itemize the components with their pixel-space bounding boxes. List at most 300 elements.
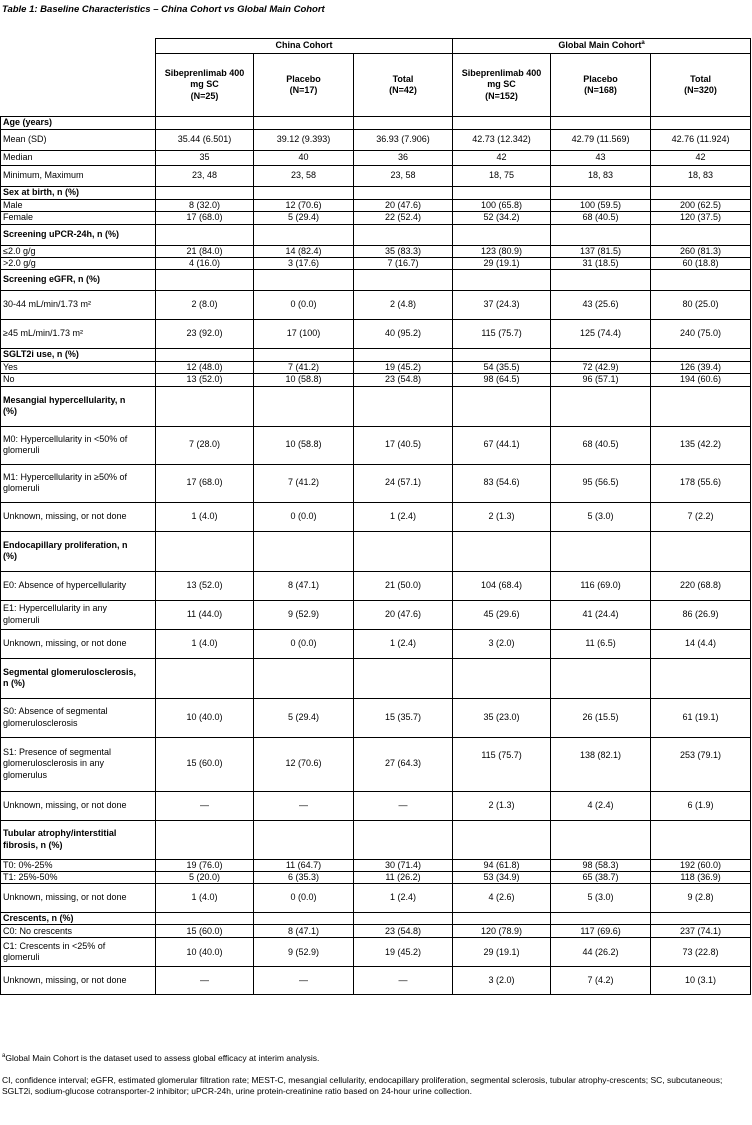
row-label — [1, 245, 156, 257]
value-cell — [156, 187, 254, 200]
row-label — [1, 859, 156, 871]
value-cell: 39.12 (9.393) — [254, 130, 354, 151]
value-cell — [551, 187, 651, 200]
value-cell — [254, 117, 354, 130]
section-label — [1, 224, 156, 245]
value-cell: 41 (24.4) — [551, 600, 651, 629]
column-header — [354, 54, 453, 117]
value-cell: 8 (47.1) — [254, 571, 354, 600]
table-row — [1, 130, 751, 151]
row-label — [1, 600, 156, 629]
value-cell: 0 (0.0) — [254, 884, 354, 913]
value-cell: 40 — [254, 151, 354, 166]
baseline-characteristics-table — [0, 38, 751, 995]
row-label — [1, 871, 156, 883]
section-label — [1, 117, 156, 130]
text-line: C0: No crescents — [3, 925, 73, 936]
value-cell — [551, 913, 651, 925]
text-line: Age (years) — [3, 117, 53, 128]
value-cell — [551, 386, 651, 426]
text-line: Unknown, missing, or not done — [3, 510, 127, 521]
table-row — [1, 791, 751, 820]
text-line: (N=25) — [190, 90, 219, 101]
table-row — [1, 374, 751, 386]
value-cell: 86 (26.9) — [651, 600, 751, 629]
value-cell: 42.79 (11.569) — [551, 130, 651, 151]
value-cell: 0 (0.0) — [254, 502, 354, 531]
value-cell: 52 (34.2) — [453, 212, 551, 224]
section-header-row — [1, 386, 751, 426]
value-cell: — — [354, 967, 453, 995]
row-label — [1, 737, 156, 791]
text-line: mg SC — [190, 79, 219, 90]
value-cell: 23, 48 — [156, 166, 254, 187]
value-cell — [551, 224, 651, 245]
value-cell: 37 (24.3) — [453, 291, 551, 320]
text-line: ≥45 mL/min/1.73 m² — [3, 328, 83, 339]
value-cell: 104 (68.4) — [453, 571, 551, 600]
column-header — [254, 54, 354, 117]
value-cell — [453, 531, 551, 571]
group-header-china-label: China Cohort — [275, 40, 333, 51]
value-cell: 31 (18.5) — [551, 257, 651, 269]
text-line: SGLT2i use, n (%) — [3, 349, 79, 360]
value-cell: 7 (41.2) — [254, 362, 354, 374]
text-line: E0: Absence of hypercellularity — [3, 579, 127, 590]
value-cell: 27 (64.3) — [354, 737, 453, 791]
value-cell: 24 (57.1) — [354, 464, 453, 502]
value-cell: 115 (75.7) — [453, 320, 551, 349]
value-cell: 17 (68.0) — [156, 212, 254, 224]
value-cell: 100 (59.5) — [551, 200, 651, 212]
value-cell — [453, 270, 551, 291]
value-cell: 5 (29.4) — [254, 698, 354, 737]
text-line: Mean (SD) — [3, 134, 47, 145]
value-cell — [453, 117, 551, 130]
value-cell — [354, 913, 453, 925]
value-cell — [156, 386, 254, 426]
text-line: glomerulosclerosis — [3, 717, 78, 728]
section-header-row — [1, 349, 751, 362]
value-cell: 9 (52.9) — [254, 938, 354, 967]
value-cell: 80 (25.0) — [651, 291, 751, 320]
section-header-row — [1, 270, 751, 291]
value-cell: 19 (45.2) — [354, 362, 453, 374]
value-cell: 4 (2.6) — [453, 884, 551, 913]
value-cell: 42.73 (12.342) — [453, 130, 551, 151]
value-cell: 19 (76.0) — [156, 859, 254, 871]
row-label — [1, 884, 156, 913]
value-cell: — — [156, 967, 254, 995]
value-cell — [156, 270, 254, 291]
section-label — [1, 386, 156, 426]
group-header-global-label: Global Main Cohort — [558, 40, 642, 51]
value-cell — [156, 658, 254, 698]
value-cell: 98 (64.5) — [453, 374, 551, 386]
value-cell: — — [254, 791, 354, 820]
value-cell: 0 (0.0) — [254, 291, 354, 320]
text-line: T0: 0%-25% — [3, 859, 53, 870]
section-header-row — [1, 187, 751, 200]
value-cell: 10 (40.0) — [156, 938, 254, 967]
value-cell: 18, 83 — [651, 166, 751, 187]
value-cell: 17 (40.5) — [354, 426, 453, 464]
table-row — [1, 212, 751, 224]
row-label — [1, 151, 156, 166]
value-cell: — — [156, 791, 254, 820]
row-label — [1, 925, 156, 938]
value-cell: 12 (70.6) — [254, 737, 354, 791]
value-cell: 253 (79.1) — [651, 737, 751, 791]
value-cell — [254, 386, 354, 426]
text-line: Total — [392, 73, 414, 84]
value-cell — [354, 349, 453, 362]
value-cell: 7 (4.2) — [551, 967, 651, 995]
value-cell: 10 (58.8) — [254, 374, 354, 386]
value-cell: 200 (62.5) — [651, 200, 751, 212]
table-row — [1, 151, 751, 166]
value-cell: 6 (1.9) — [651, 791, 751, 820]
text-line: (N=168) — [584, 85, 617, 95]
value-cell: 72 (42.9) — [551, 362, 651, 374]
text-line: Placebo — [583, 73, 618, 84]
table-row — [1, 871, 751, 883]
value-cell: 137 (81.5) — [551, 245, 651, 257]
value-cell: 12 (48.0) — [156, 362, 254, 374]
value-cell: 178 (55.6) — [651, 464, 751, 502]
row-label — [1, 362, 156, 374]
value-cell: 120 (37.5) — [651, 212, 751, 224]
value-cell: 2 (4.8) — [354, 291, 453, 320]
value-cell: 138 (82.1) — [551, 737, 651, 791]
group-header-global — [453, 39, 751, 54]
value-cell: 42.76 (11.924) — [651, 130, 751, 151]
text-line: 30-44 mL/min/1.73 m² — [3, 299, 92, 310]
value-cell: 2 (1.3) — [453, 502, 551, 531]
value-cell: 42 — [651, 151, 751, 166]
value-cell — [551, 658, 651, 698]
text-line: Unknown, missing, or not done — [3, 892, 127, 903]
value-cell — [254, 658, 354, 698]
value-cell: 61 (19.1) — [651, 698, 751, 737]
value-cell — [453, 658, 551, 698]
value-cell: 100 (65.8) — [453, 200, 551, 212]
column-header — [651, 54, 751, 117]
text-line: Sex at birth, n (%) — [3, 187, 80, 198]
value-cell: 237 (74.1) — [651, 925, 751, 938]
value-cell: 45 (29.6) — [453, 600, 551, 629]
section-label — [1, 658, 156, 698]
row-label — [1, 502, 156, 531]
text-line: S1: Presence of segmental — [3, 747, 112, 758]
value-cell: 4 (2.4) — [551, 791, 651, 820]
text-line: glomeruli — [3, 614, 40, 625]
text-line: >2.0 g/g — [3, 257, 36, 268]
value-cell: 0 (0.0) — [254, 629, 354, 658]
text-line: Male — [3, 200, 23, 210]
table-row — [1, 362, 751, 374]
text-line: Unknown, missing, or not done — [3, 637, 127, 648]
text-line: Yes — [3, 362, 18, 372]
value-cell: 117 (69.6) — [551, 925, 651, 938]
value-cell: 123 (80.9) — [453, 245, 551, 257]
text-line: (%) — [3, 551, 17, 561]
value-cell: 17 (100) — [254, 320, 354, 349]
text-line: Unknown, missing, or not done — [3, 799, 127, 810]
value-cell: 22 (52.4) — [354, 212, 453, 224]
value-cell: 5 (29.4) — [254, 212, 354, 224]
section-header-row — [1, 224, 751, 245]
table-row — [1, 426, 751, 464]
value-cell — [651, 187, 751, 200]
value-cell: 94 (61.8) — [453, 859, 551, 871]
text-line: mg SC — [487, 79, 516, 90]
text-line: (N=320) — [684, 85, 717, 95]
value-cell: 21 (84.0) — [156, 245, 254, 257]
value-cell: 220 (68.8) — [651, 571, 751, 600]
value-cell: 68 (40.5) — [551, 212, 651, 224]
text-line: glomeruli — [3, 445, 40, 455]
row-label — [1, 464, 156, 502]
value-cell: 29 (19.1) — [453, 938, 551, 967]
section-label — [1, 270, 156, 291]
text-line: M1: Hypercellularity in ≥50% of — [3, 471, 127, 482]
table-row — [1, 502, 751, 531]
value-cell — [551, 531, 651, 571]
text-line: Median — [3, 152, 33, 163]
value-cell: 11 (26.2) — [354, 871, 453, 883]
footnote-a-marker: a — [2, 1053, 6, 1060]
value-cell: 240 (75.0) — [651, 320, 751, 349]
text-line: Mesangial hypercellularity, n — [3, 394, 126, 405]
row-label — [1, 212, 156, 224]
value-cell — [453, 349, 551, 362]
text-line: Unknown, missing, or not done — [3, 975, 127, 986]
value-cell — [254, 270, 354, 291]
value-cell: 44 (26.2) — [551, 938, 651, 967]
value-cell: 17 (68.0) — [156, 464, 254, 502]
value-cell: 43 (25.6) — [551, 291, 651, 320]
value-cell — [651, 386, 751, 426]
table-row — [1, 629, 751, 658]
value-cell: 116 (69.0) — [551, 571, 651, 600]
value-cell: — — [354, 791, 453, 820]
value-cell: 83 (54.6) — [453, 464, 551, 502]
value-cell: 5 (3.0) — [551, 502, 651, 531]
value-cell: 5 (3.0) — [551, 884, 651, 913]
value-cell: 19 (45.2) — [354, 938, 453, 967]
text-line: glomerulosclerosis in any — [3, 758, 105, 769]
value-cell: 1 (4.0) — [156, 502, 254, 531]
table-row — [1, 698, 751, 737]
table-row — [1, 884, 751, 913]
value-cell: 2 (1.3) — [453, 791, 551, 820]
value-cell: 13 (52.0) — [156, 571, 254, 600]
value-cell: 21 (50.0) — [354, 571, 453, 600]
column-header — [156, 54, 254, 117]
text-line: Screening uPCR-24h, n (%) — [3, 228, 120, 239]
value-cell: 15 (60.0) — [156, 925, 254, 938]
value-cell — [453, 913, 551, 925]
table-row — [1, 245, 751, 257]
text-line: Minimum, Maximum — [3, 170, 84, 181]
row-label — [1, 967, 156, 995]
section-header-row — [1, 913, 751, 925]
value-cell — [254, 187, 354, 200]
text-line: Tubular atrophy/interstitial — [3, 828, 117, 839]
value-cell — [651, 117, 751, 130]
value-cell: 20 (47.6) — [354, 200, 453, 212]
value-cell: 12 (70.6) — [254, 200, 354, 212]
value-cell — [651, 913, 751, 925]
value-cell: 8 (32.0) — [156, 200, 254, 212]
value-cell: 30 (71.4) — [354, 859, 453, 871]
value-cell: 6 (35.3) — [254, 871, 354, 883]
value-cell: 60 (18.8) — [651, 257, 751, 269]
value-cell: 7 (28.0) — [156, 426, 254, 464]
value-cell: 23 (54.8) — [354, 925, 453, 938]
table-row — [1, 291, 751, 320]
value-cell — [156, 820, 254, 859]
value-cell: 1 (4.0) — [156, 629, 254, 658]
row-label — [1, 374, 156, 386]
section-label — [1, 187, 156, 200]
value-cell — [354, 117, 453, 130]
value-cell — [453, 820, 551, 859]
table-row — [1, 967, 751, 995]
text-line: Sibeprenlimab 400 — [164, 68, 245, 79]
value-cell — [354, 658, 453, 698]
value-cell: 9 (2.8) — [651, 884, 751, 913]
group-header-china — [156, 39, 453, 54]
text-line: Screening eGFR, n (%) — [3, 274, 101, 285]
value-cell — [354, 187, 453, 200]
value-cell: 23 (92.0) — [156, 320, 254, 349]
value-cell: 10 (3.1) — [651, 967, 751, 995]
value-cell: 13 (52.0) — [156, 374, 254, 386]
value-cell: 23 (54.8) — [354, 374, 453, 386]
value-cell — [156, 349, 254, 362]
value-cell: 1 (4.0) — [156, 884, 254, 913]
table-row — [1, 600, 751, 629]
value-cell — [551, 270, 651, 291]
value-cell: 29 (19.1) — [453, 257, 551, 269]
value-cell: 4 (16.0) — [156, 257, 254, 269]
value-cell: 96 (57.1) — [551, 374, 651, 386]
section-header-row — [1, 658, 751, 698]
table-row — [1, 859, 751, 871]
text-line: (N=17) — [289, 85, 318, 95]
value-cell: 20 (47.6) — [354, 600, 453, 629]
value-cell: 18, 75 — [453, 166, 551, 187]
value-cell — [354, 270, 453, 291]
row-label — [1, 166, 156, 187]
value-cell: 23, 58 — [354, 166, 453, 187]
value-cell: 10 (40.0) — [156, 698, 254, 737]
value-cell: 67 (44.1) — [453, 426, 551, 464]
value-cell: 11 (44.0) — [156, 600, 254, 629]
value-cell: 36.93 (7.906) — [354, 130, 453, 151]
text-line: n (%) — [3, 678, 25, 688]
value-cell — [156, 224, 254, 245]
row-label — [1, 130, 156, 151]
text-line: (N=152) — [485, 90, 518, 101]
value-cell: 14 (4.4) — [651, 629, 751, 658]
table-row — [1, 938, 751, 967]
text-line: Segmental glomerulosclerosis, — [3, 666, 137, 677]
value-cell: 5 (20.0) — [156, 871, 254, 883]
table-row — [1, 571, 751, 600]
value-cell: 14 (82.4) — [254, 245, 354, 257]
text-line: glomeruli — [3, 952, 40, 963]
row-label — [1, 426, 156, 464]
column-header — [453, 54, 551, 117]
table-title: Table 1: Baseline Characteristics – China Cohort vs Global Main Cohort — [2, 4, 325, 15]
row-label — [1, 320, 156, 349]
value-cell: 126 (39.4) — [651, 362, 751, 374]
text-line: M0: Hypercellularity in <50% of — [3, 433, 128, 444]
value-cell: 15 (60.0) — [156, 737, 254, 791]
value-cell: — — [254, 967, 354, 995]
table-row — [1, 464, 751, 502]
text-line: Crescents, n (%) — [3, 913, 74, 923]
value-cell — [651, 224, 751, 245]
row-label — [1, 571, 156, 600]
value-cell — [651, 820, 751, 859]
value-cell — [354, 531, 453, 571]
text-line: (N=42) — [389, 85, 417, 95]
row-label — [1, 257, 156, 269]
table-row — [1, 257, 751, 269]
value-cell — [254, 349, 354, 362]
value-cell — [254, 224, 354, 245]
value-cell: 120 (78.9) — [453, 925, 551, 938]
value-cell: 3 (17.6) — [254, 257, 354, 269]
value-cell: 35 — [156, 151, 254, 166]
row-label — [1, 291, 156, 320]
value-cell — [453, 386, 551, 426]
value-cell — [551, 820, 651, 859]
value-cell: 95 (56.5) — [551, 464, 651, 502]
value-cell — [254, 820, 354, 859]
value-cell — [254, 913, 354, 925]
column-header — [551, 54, 651, 117]
value-cell: 260 (81.3) — [651, 245, 751, 257]
footnote-a-text: Global Main Cohort is the dataset used to assess global efficacy at interim analysis. — [5, 1053, 320, 1063]
value-cell: 3 (2.0) — [453, 629, 551, 658]
value-cell: 65 (38.7) — [551, 871, 651, 883]
value-cell: 11 (64.7) — [254, 859, 354, 871]
value-cell — [156, 117, 254, 130]
value-cell — [651, 531, 751, 571]
value-cell: 36 — [354, 151, 453, 166]
section-label — [1, 913, 156, 925]
section-header-row — [1, 820, 751, 859]
value-cell: 15 (35.7) — [354, 698, 453, 737]
value-cell — [651, 658, 751, 698]
value-cell — [354, 820, 453, 859]
value-cell: 1 (2.4) — [354, 502, 453, 531]
section-label — [1, 820, 156, 859]
value-cell — [453, 187, 551, 200]
value-cell: 7 (41.2) — [254, 464, 354, 502]
value-cell: 54 (35.5) — [453, 362, 551, 374]
table-row — [1, 200, 751, 212]
value-cell: 40 (95.2) — [354, 320, 453, 349]
value-cell — [354, 224, 453, 245]
value-cell: 43 — [551, 151, 651, 166]
text-line: T1: 25%-50% — [3, 871, 58, 882]
